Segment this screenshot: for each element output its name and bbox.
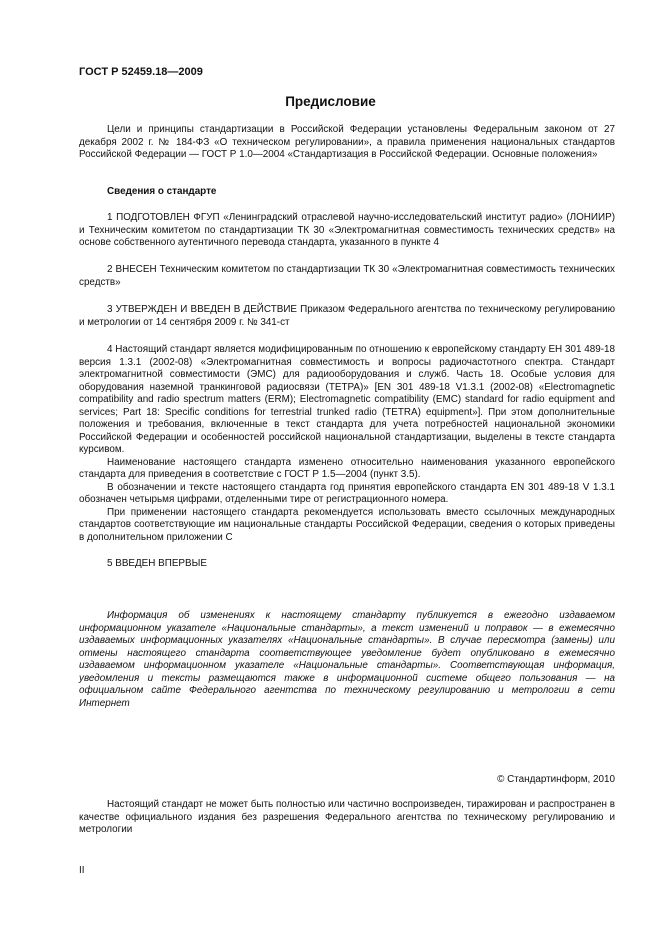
info-note-block [79, 610, 615, 710]
item-3: 3 УТВЕРЖДЕН И ВВЕДЕН В ДЕЙСТВИЕ Приказом Федерального агентства по техническому регулированию и метрологии от 14 сентября 2009 г. № 341-ст [79, 304, 615, 328]
subheading-block [79, 186, 615, 199]
item-5-block [79, 558, 615, 571]
item-4-paragraph: 4 Настоящий стандарт является модифицированным по отношению к европейскому стандарту ЕН 301 489-18 версия 1.3.1 (2002-08) «Электромагнитная совместимость и вопросы радиочастотного спектра. Стандарт электромагнитной совместимости (ЭМС) для радиооборудования и служб. Часть 18. Особые условия для оборудования наземной транкинговой радиосвязи (ТЕТРА)» [EN 301 489-18 V1.3.1 (2002-08) «Electromagnetic compatibility and radio spectrum matters (ERM); Electromagnetic compatibility (EMC) standard for radio equipment and services; Part 18: Specific conditions for terrestrial trunked radio (TETRA) equipment»]. При этом дополнительные положения и требования, включенные в текст стандарта для учета потребностей национальной экономики Российской Федерации и особенностей российской национальной стандартизации, выделены в тексте стандарта курсивом. [79, 344, 615, 455]
item-2-block [79, 264, 615, 289]
info-note: Информация об изменениях к настоящему стандарту публикуется в ежегодно издаваемом информационном указателе «Национальные стандарты», а текст изменений и поправок — в ежемесячно издаваемых информационных указателях «Национальные стандарты». В случае пересмотра (замены) или отмены настоящего стандарта соответствующее уведомление будет опубликовано в ежемесячно издаваемом информационном указателе «Национальные стандарты». Соответствующая информация, уведомления и тексты размещаются также в информационной системе общего пользования — на официальном сайте Федерального агентства по техническому регулированию и метрологии в сети Интернет [79, 610, 615, 709]
item-2: 2 ВНЕСЕН Техническим комитетом по стандартизации ТК 30 «Электромагнитная совместимость технических средств» [79, 264, 615, 288]
copyright-note-block [79, 799, 615, 837]
intro-block [79, 124, 615, 162]
item-4-designation-note: В обозначении и тексте настоящего стандарта год принятия европейского стандарта EN 301 489-18 V 1.3.1 обозначен четырьмя цифрами, отделенными тире от регистрационного номера. [79, 481, 615, 505]
page-number: II [79, 865, 85, 876]
document-code: ГОСТ Р 52459.18—2009 [79, 66, 203, 78]
item-1-block [79, 212, 615, 250]
item-5: 5 ВВЕДЕН ВПЕРВЫЕ [107, 558, 207, 569]
item-1: 1 ПОДГОТОВЛЕН ФГУП «Ленинградский отраслевой научно-исследовательский институт радио» (ЛОНИИР) и Техническим комитетом по стандартизации ТК 30 «Электромагнитная совместимость технических средств» на основе собственного аутентичного перевода стандарта, указанного в пункте 4 [79, 212, 615, 248]
item-4-references-note: При применении настоящего стандарта рекомендуется использовать вместо ссылочных международных стандартов соответствующие им национальные стандарты Российской Федерации, сведения о которых приведены в дополнительном приложении С [79, 506, 615, 543]
copyright: © Стандартинформ, 2010 [497, 774, 615, 785]
subheading: Сведения о стандарте [107, 186, 217, 197]
item-4-block [79, 344, 615, 544]
copyright-note: Настоящий стандарт не может быть полностью или частично воспроизведен, тиражирован и распространен в качестве официального издания без разрешения Федерального агентства по техническому регулированию и метрологии [79, 799, 615, 835]
item-3-block [79, 304, 615, 329]
intro-paragraph: Цели и принципы стандартизации в Российской Федерации установлены Федеральным законом от 27 декабря 2002 г. № 184-ФЗ «О техническом регулировании», а правила применения национальных стандартов Российской Федерации — ГОСТ Р 1.0—2004 «Стандартизация в Российской Федерации. Основные положения» [79, 124, 615, 160]
page-title: Предисловие [285, 94, 376, 109]
item-4-name-note: Наименование настоящего стандарта изменено относительно наименования указанного европейского стандарта для приведения в соответствие с ГОСТ Р 1.5—2004 (пункт 3.5). [79, 456, 615, 480]
